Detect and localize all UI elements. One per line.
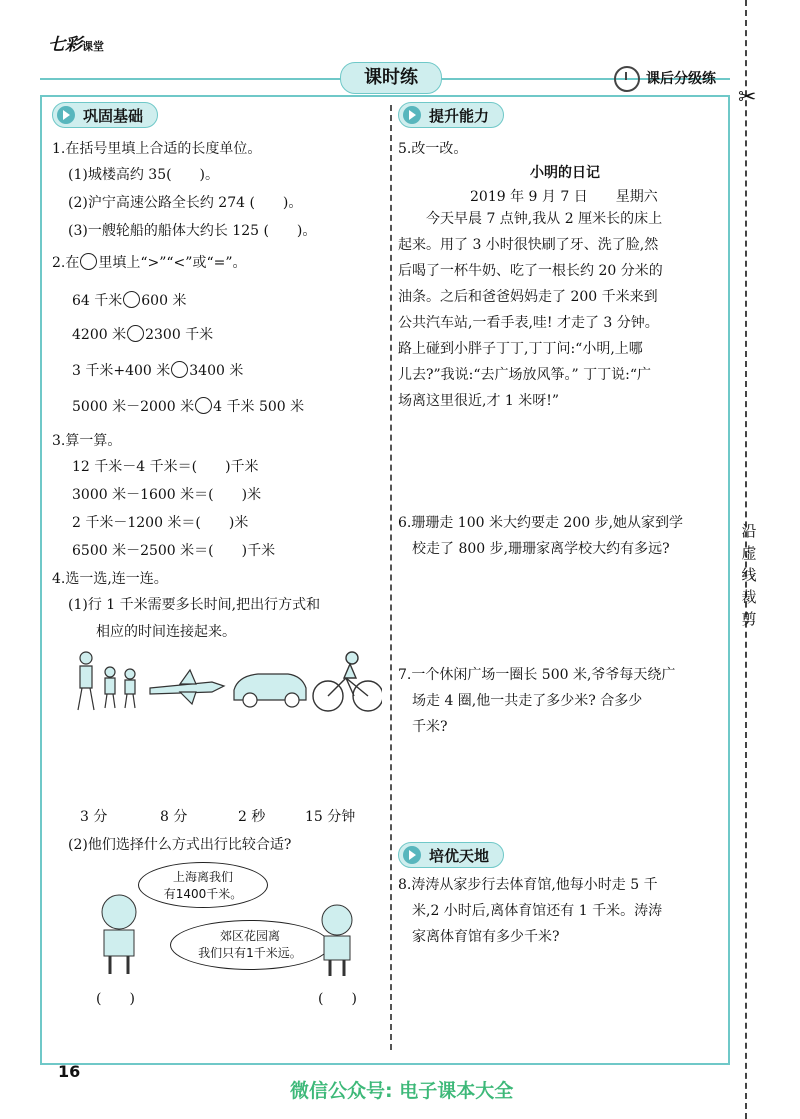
q1-stem: 1.在括号里填上合适的长度单位。 [52, 141, 262, 157]
q4-sub1: 相应的时间连接起来。 [96, 624, 236, 640]
q4-stem: 4.选一选,连一连。 [52, 571, 168, 587]
q3-item: 12 千米－4 千米＝( )千米 [72, 459, 259, 475]
speech-bubble: 上海离我们 有1400千米。 [138, 862, 268, 908]
play-icon [57, 106, 75, 124]
q2-stem: 2.在 里填上“>”“<”或“=”。 [52, 255, 247, 271]
q2-item: 4200 米 2300 千米 [72, 327, 214, 343]
answer-paren[interactable]: ( ) [318, 991, 357, 1007]
time-option[interactable]: 3 分 [80, 809, 108, 825]
section-excel: 培优天地 [398, 842, 504, 868]
q4-sub2: (2)他们选择什么方式出行比较合适? [68, 837, 292, 853]
q1-item: (1)城楼高约 35( )。 [68, 167, 220, 183]
speech-bubble: 郊区花园离 我们只有1千米远。 [170, 920, 330, 970]
q3-item: 3000 米－1600 米＝( )米 [72, 487, 262, 503]
play-icon [403, 106, 421, 124]
diary-date: 2019 年 9 月 7 日 星期六 [470, 189, 658, 205]
diary-body: 今天早晨 7 点钟,我从 2 厘米长的床上 起来。用了 3 小时很快刷了牙、洗了脸,然 后喝了一杯牛奶、吃了一根长约 20 分米的 油条。之后和爸爸妈妈走了 200 千米来到 公共汽车站,一看手表,哇! 才走了 3 分钟。 路上碰到小胖子丁丁,丁丁问:“小明,上哪 儿去?”我说:“去广场放风筝。” 丁丁说:“广 场离这里很近,才 1 米呀!” [398, 211, 663, 409]
travel-illustration [62, 648, 382, 716]
bicycle-icon [313, 652, 382, 711]
q3-item: 2 千米－1200 米＝( )米 [72, 515, 249, 531]
time-option[interactable]: 15 分钟 [305, 809, 356, 825]
compare-circle[interactable] [123, 291, 140, 308]
q2-item: 5000 米－2000 米 4 千米 500 米 [72, 399, 305, 415]
section-basic: 巩固基础 [52, 102, 158, 128]
q8: 8.涛涛从家步行去体育馆,他每小时走 5 千 米,2 小时后,离体育馆还有 1 千米。涛涛 家离体育馆有多少千米? [398, 877, 663, 945]
page-title: 课时练 [340, 62, 442, 94]
compare-circle[interactable] [127, 325, 144, 342]
compare-circle[interactable] [195, 397, 212, 414]
clock-icon [614, 66, 640, 92]
q2-item: 64 千米 600 米 [72, 293, 187, 309]
time-option[interactable]: 2 秒 [238, 809, 266, 825]
boy-left-icon [94, 890, 144, 978]
q7: 7.一个休闲广场一圈长 500 米,爷爷每天绕广 场走 4 圈,他一共走了多少米? 合多少 千米? [398, 667, 676, 735]
boy-right-icon [312, 900, 362, 980]
page-number: 16 [58, 1062, 81, 1081]
answer-paren[interactable]: ( ) [96, 991, 135, 1007]
q3-stem: 3.算一算。 [52, 433, 122, 449]
section-improve: 提升能力 [398, 102, 504, 128]
q6: 6.珊珊走 100 米大约要走 200 步,她从家到学 校走了 800 步,珊珊家离学校大约有多远? [398, 515, 684, 557]
airplane-icon [150, 670, 224, 704]
compare-circle[interactable] [171, 361, 188, 378]
diary-title: 小明的日记 [530, 165, 600, 181]
q4-sub1: (1)行 1 千米需要多长时间,把出行方式和 [68, 597, 321, 613]
q1-item: (3)一艘轮船的船体大约长 125 ( )。 [68, 223, 317, 239]
q5-stem: 5.改一改。 [398, 141, 468, 157]
compare-circle [80, 253, 97, 270]
q1-item: (2)沪宁高速公路全长约 274 ( )。 [68, 195, 303, 211]
scissors-icon: ✂ [738, 85, 757, 110]
column-divider [390, 105, 392, 1050]
time-option[interactable]: 8 分 [160, 809, 188, 825]
car-icon [234, 674, 306, 707]
level-label: 课后分级练 [614, 66, 716, 92]
play-icon [403, 846, 421, 864]
brand-logo: 七彩课堂 [48, 35, 104, 55]
q2-item: 3 千米+400 米 3400 米 [72, 363, 244, 379]
walking-family-icon [78, 652, 135, 710]
q3-item: 6500 米－2500 米＝( )千米 [72, 543, 276, 559]
cut-label: 沿 虚 线 裁 剪 [741, 522, 757, 628]
watermark: 微信公众号: 电子课本大全 [290, 1080, 514, 1102]
